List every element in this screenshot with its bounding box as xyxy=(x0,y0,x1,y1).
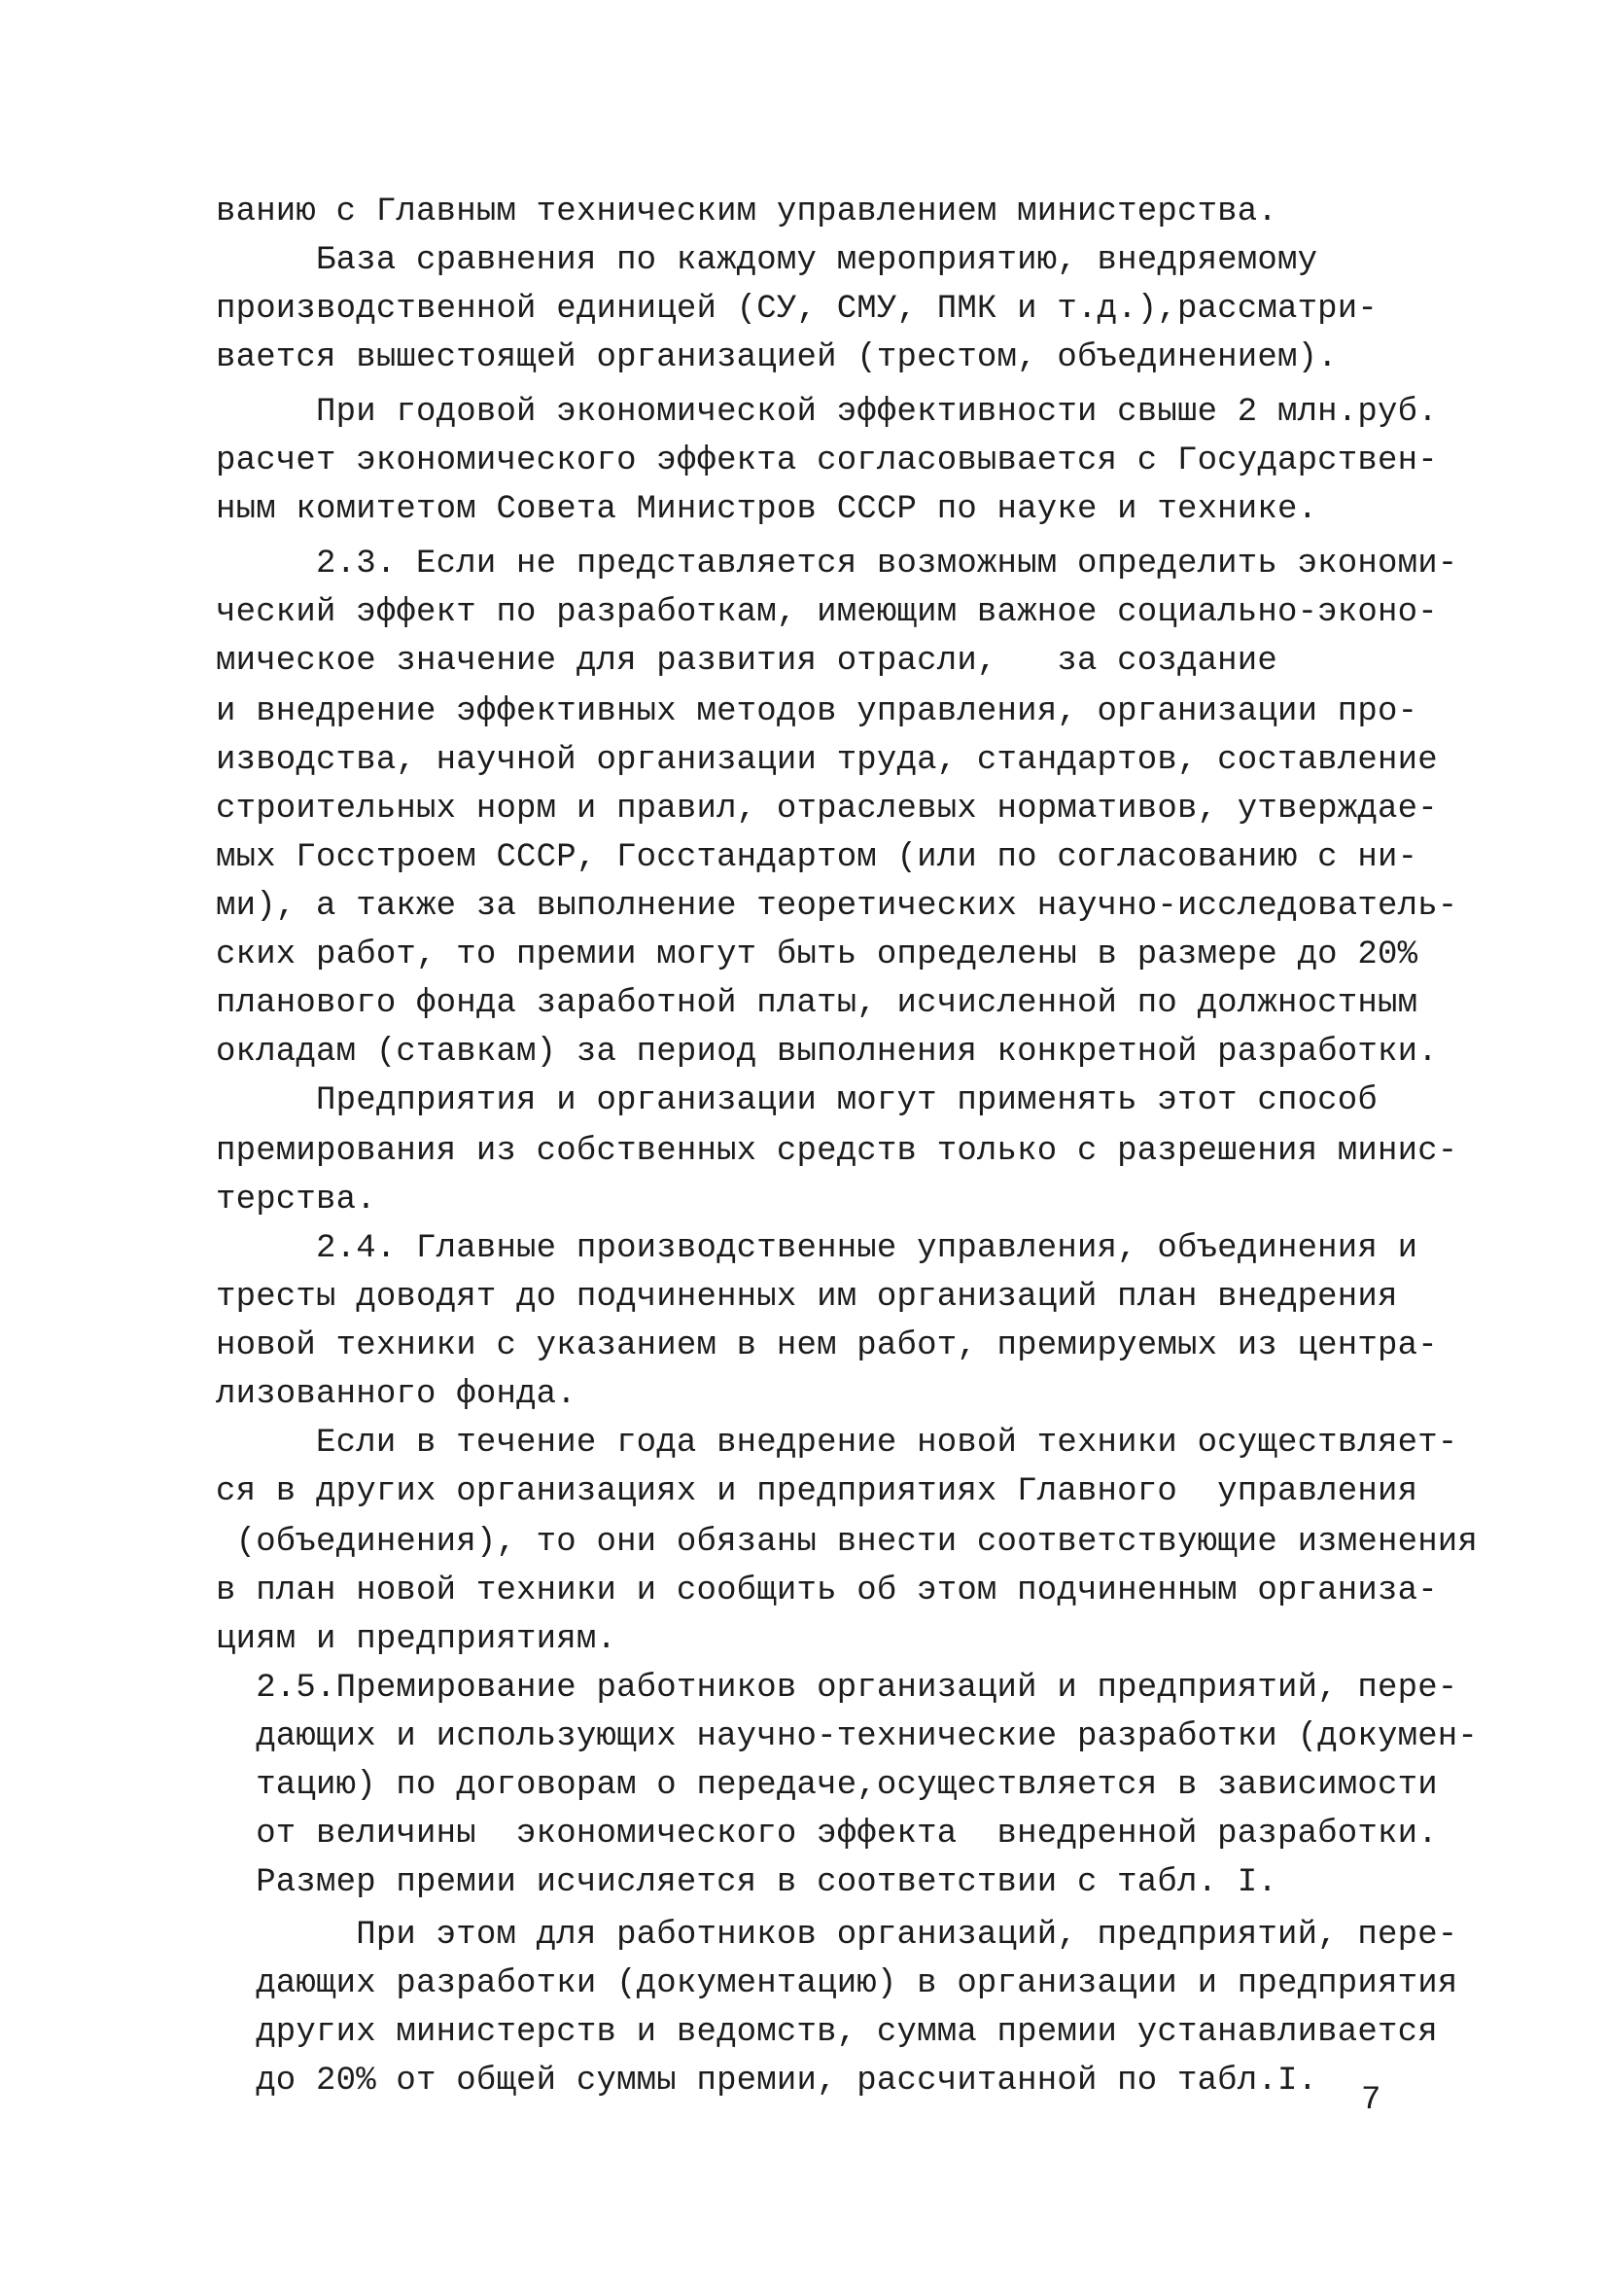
text-line: премирования из собственных средств только с разрешения минис- xyxy=(216,1133,1458,1170)
text-line: тацию) по договорам о передаче,осуществляется в зависимости xyxy=(216,1767,1438,1804)
text-line: 2.5.Премирование работников организаций и предприятий, пере- xyxy=(216,1670,1458,1707)
text-line: планового фонда заработной платы, исчисленной по должностным xyxy=(216,985,1418,1022)
text-line: При годовой экономической эффективности свыше 2 млн.руб. xyxy=(216,394,1438,431)
text-line: окладам (ставкам) за период выполнения конкретной разработки. xyxy=(216,1034,1438,1071)
text-line: Предприятия и организации могут применять этот способ xyxy=(216,1082,1378,1119)
text-line: ческий эффект по разработкам, имеющим важное социально-эконо- xyxy=(216,594,1438,631)
text-line: вается вышестоящей организацией (трестом, объединением). xyxy=(216,339,1338,376)
text-line: дающих разработки (документацию) в организации и предприятия xyxy=(216,1965,1458,2002)
text-line: от величины экономического эффекта внедренной разработки. xyxy=(216,1816,1438,1853)
text-line: строительных норм и правил, отраслевых нормативов, утверждае- xyxy=(216,791,1438,828)
text-line: изводства, научной организации труда, стандартов, составление xyxy=(216,742,1438,779)
text-line: терства. xyxy=(216,1182,376,1219)
page-number: 7 xyxy=(1361,2082,1381,2119)
text-line: и внедрение эффективных методов управления, организации про- xyxy=(216,693,1418,730)
text-line: Если в течение года внедрение новой техники осуществляет- xyxy=(216,1425,1458,1462)
text-line: ванию с Главным техническим управлением министерства. xyxy=(216,194,1277,230)
text-line: дающих и использующих научно-технические разработки (докумен- xyxy=(216,1718,1479,1755)
text-line: тресты доводят до подчиненных им организаций план внедрения xyxy=(216,1279,1398,1316)
text-line: ся в других организациях и предприятиях Главного управления xyxy=(216,1473,1418,1510)
text-line: Размер премии исчисляется в соответствии с табл. I. xyxy=(216,1864,1277,1901)
text-line: мическое значение для развития отрасли, за создание xyxy=(216,643,1277,680)
text-line: новой техники с указанием в нем работ, премируемых из центра- xyxy=(216,1327,1438,1364)
text-line: циям и предприятиям. xyxy=(216,1621,617,1658)
text-line: в план новой техники и сообщить об этом подчиненным организа- xyxy=(216,1572,1438,1609)
text-line: расчет экономического эффекта согласовывается с Государствен- xyxy=(216,442,1438,479)
text-line: лизованного фонда. xyxy=(216,1376,576,1413)
text-line: ным комитетом Совета Министров СССР по науке и технике. xyxy=(216,491,1318,528)
text-line: База сравнения по каждому мероприятию, внедряемому xyxy=(216,242,1318,279)
text-line: 2.4. Главные производственные управления, объединения и xyxy=(216,1230,1418,1267)
text-line: других министерств и ведомств, сумма премии устанавливается xyxy=(216,2014,1438,2051)
text-line: мых Госстроем СССР, Госстандартом (или по согласованию с ни- xyxy=(216,839,1418,876)
text-line: (объединения), то они обязаны внести соответствующие изменения xyxy=(216,1524,1479,1561)
text-line: до 20% от общей суммы премии, рассчитанной по табл.I. xyxy=(216,2063,1318,2100)
text-line: При этом для работников организаций, предприятий, пере- xyxy=(216,1917,1458,1954)
text-line: ских работ, то премии могут быть определены в размере до 20% xyxy=(216,936,1418,973)
text-line: производственной единицей (СУ, СМУ, ПМК и т.д.),рассматри- xyxy=(216,291,1378,328)
text-line: ми), а также за выполнение теоретических научно-исследователь- xyxy=(216,888,1458,925)
text-line: 2.3. Если не представляется возможным определить экономи- xyxy=(216,546,1458,583)
